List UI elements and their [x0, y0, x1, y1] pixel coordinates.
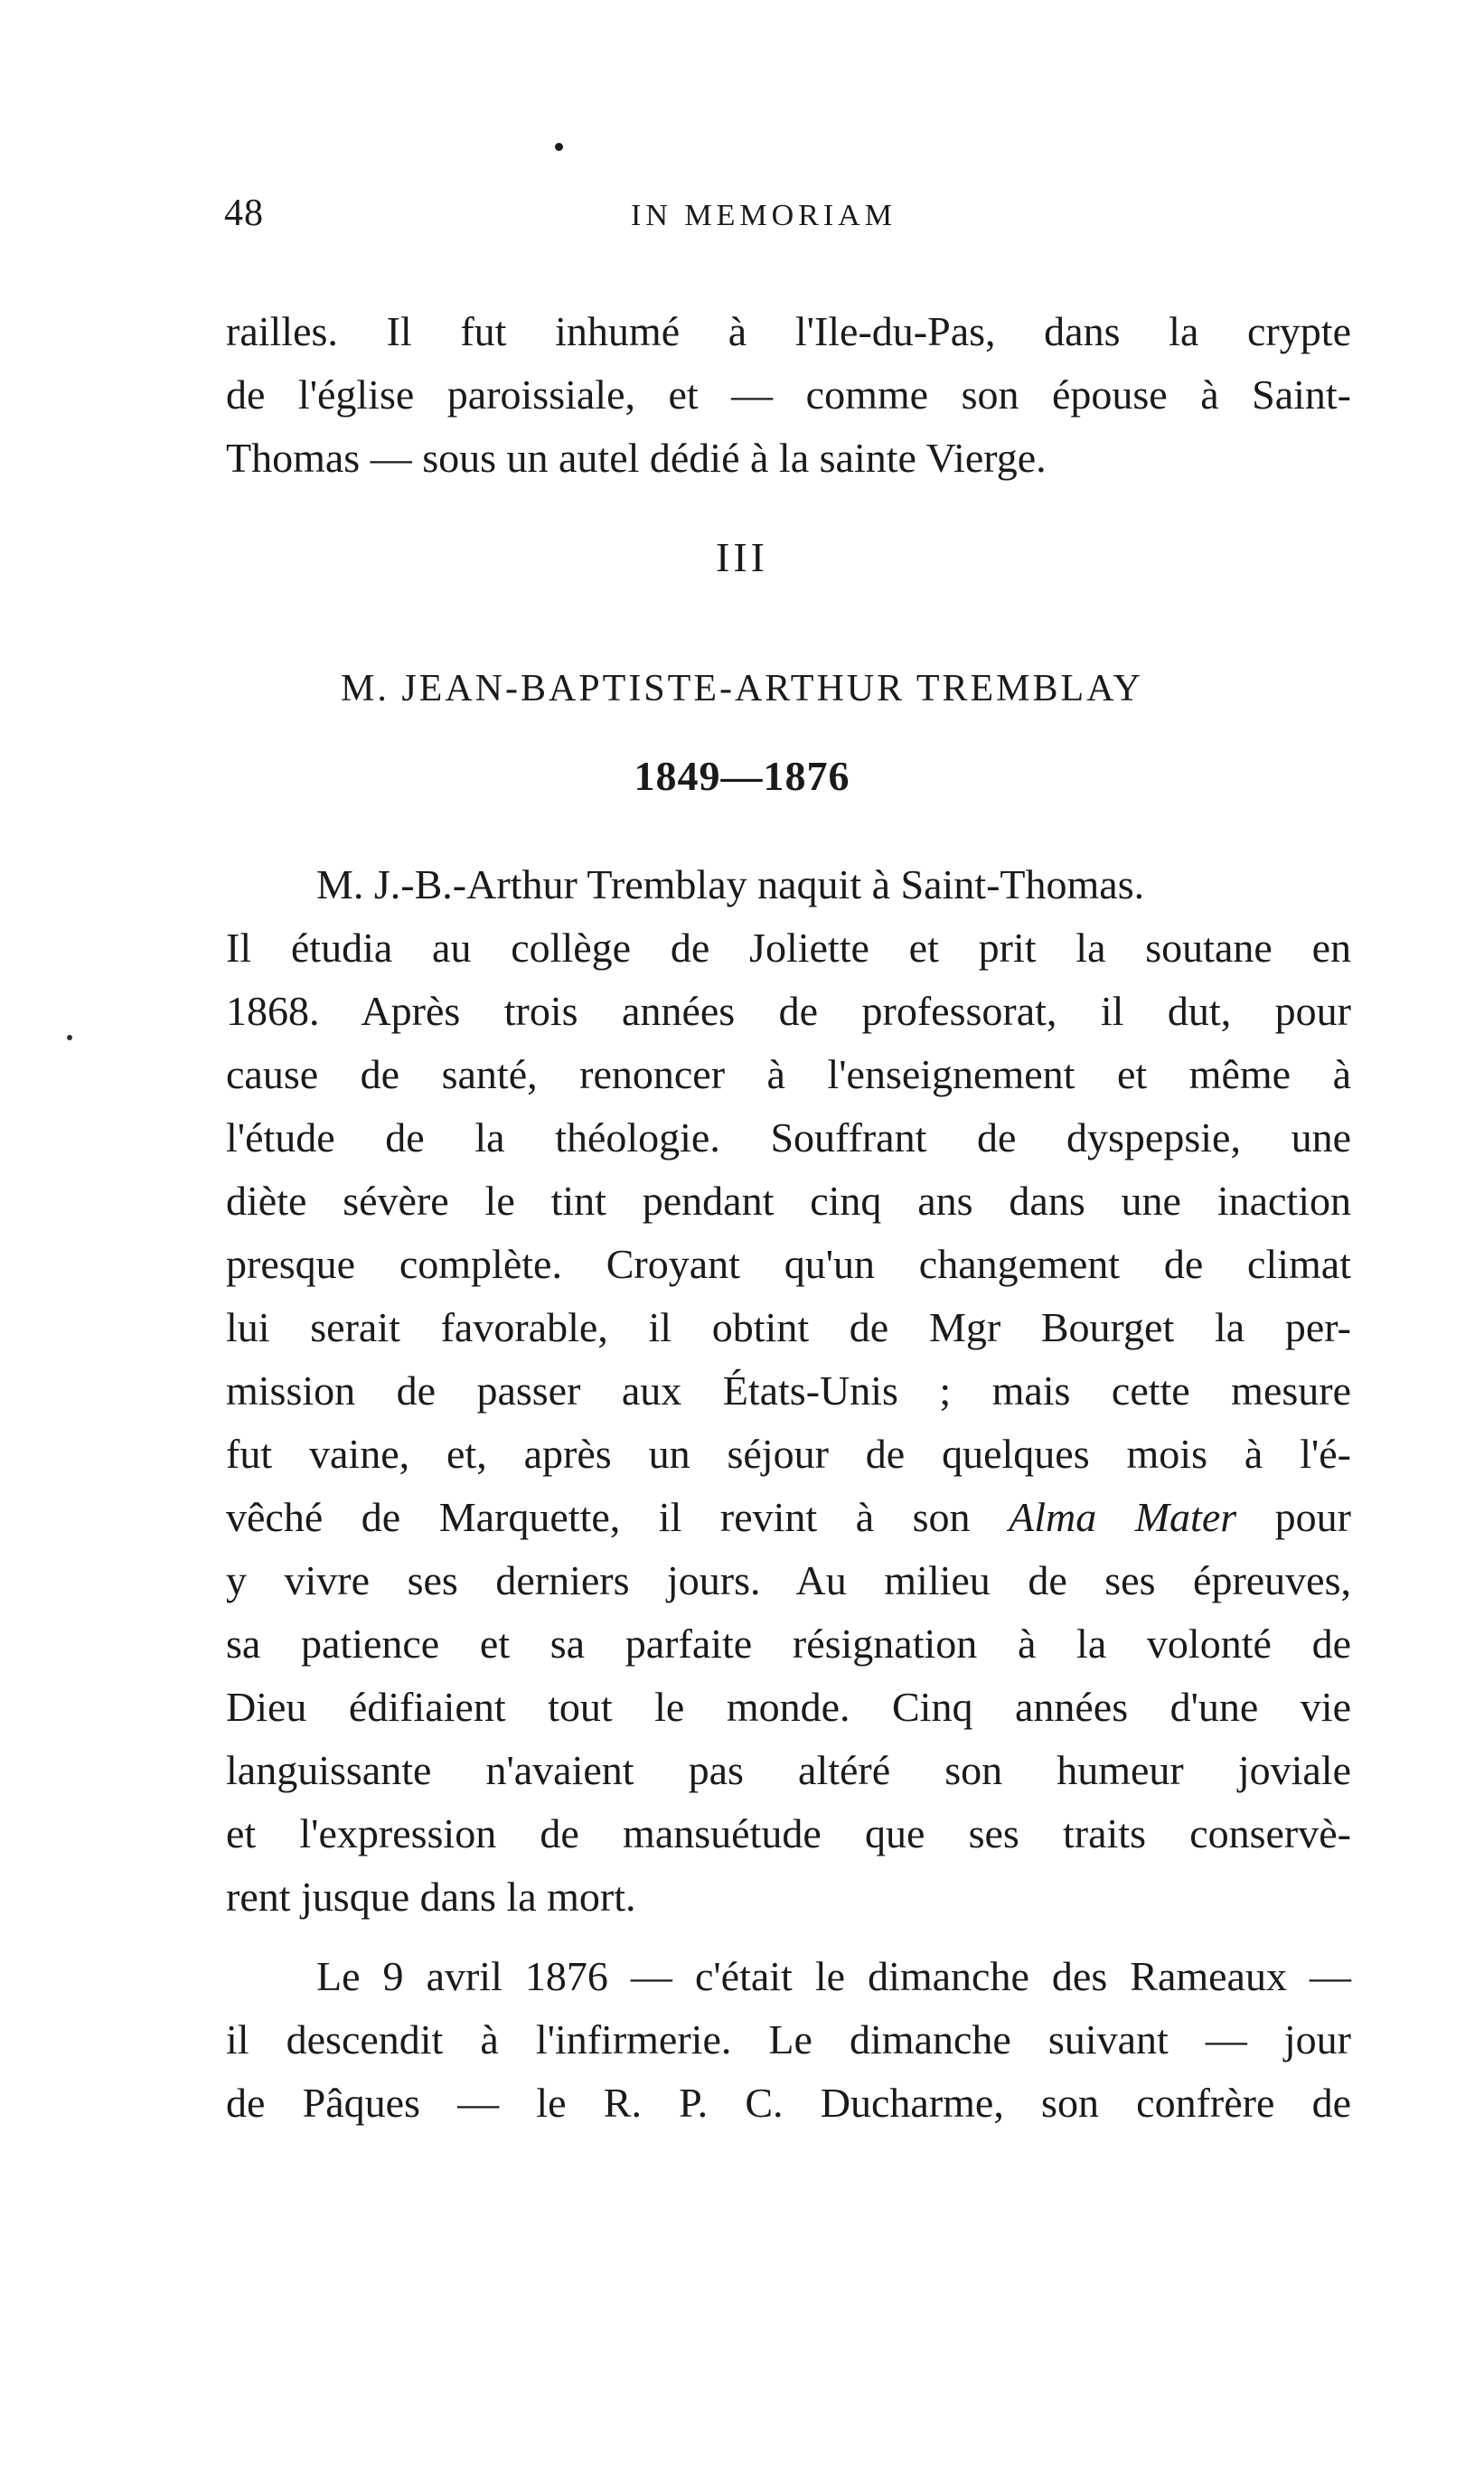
- running-title: IN MEMORIAM: [631, 199, 897, 232]
- printer-mark: [555, 143, 563, 151]
- text-line: railles. Il fut inhumé à l'Ile-du-Pas, dans la crypte: [226, 308, 1351, 354]
- paragraph-line: [226, 1493, 1351, 1541]
- paragraph-line: presque complète. Croyant qu'un changement de climat: [226, 1241, 1351, 1287]
- paragraph-line: de Pâques — le R. P. C. Ducharme, son confrère de: [226, 2080, 1351, 2126]
- paragraph-line: et l'expression de mansuétude que ses traits conservè-: [226, 1810, 1351, 1856]
- paragraph-line: M. J.-B.-Arthur Tremblay naquit à Saint-Thomas.: [316, 861, 1145, 907]
- paragraph-line: rent jusque dans la mort.: [226, 1874, 636, 1920]
- line-text: pour: [1236, 1494, 1351, 1540]
- italic-phrase: Alma Mater: [1009, 1494, 1237, 1540]
- paragraph-line: l'étude de la théologie. Souffrant de dyspepsie, une: [226, 1114, 1351, 1160]
- paragraph-line: il descendit à l'infirmerie. Le dimanche suivant — jour: [226, 2016, 1351, 2062]
- paragraph-line: y vivre ses derniers jours. Au milieu de ses épreuves,: [226, 1557, 1351, 1603]
- paragraph-line: sa patience et sa parfaite résignation à la volonté de: [226, 1621, 1351, 1667]
- running-header: [224, 192, 1354, 246]
- section-numeral: III: [716, 534, 768, 580]
- paragraph-line: cause de santé, renoncer à l'enseignement et même à: [226, 1051, 1351, 1097]
- paragraph-line: Il étudia au collège de Joliette et prit la soutane en: [226, 925, 1351, 971]
- paragraph-line: Le 9 avril 1876 — c'était le dimanche des Rameaux —: [316, 1953, 1351, 1999]
- paragraph-line: lui serait favorable, il obtint de Mgr Bourget la per-: [226, 1304, 1351, 1350]
- paragraph-line: 1868. Après trois années de professorat, il dut, pour: [226, 988, 1351, 1034]
- paragraph-line: mission de passer aux États-Unis ; mais cette mesure: [226, 1367, 1351, 1414]
- section-heading: M. JEAN-BAPTISTE-ARTHUR TREMBLAY: [340, 668, 1144, 709]
- page-number: 48: [224, 193, 264, 234]
- margin-speck: [67, 1035, 72, 1040]
- text-line: Thomas — sous un autel dédié à la sainte Vierge.: [226, 435, 1047, 481]
- line-text: vêché de Marquette, il revint à son: [226, 1494, 1010, 1540]
- paragraph-line: languissante n'avaient pas altéré son humeur joviale: [226, 1747, 1351, 1793]
- paragraph-line: fut vaine, et, après un séjour de quelques mois à l'é-: [226, 1431, 1351, 1477]
- paragraph-line: Dieu édifiaient tout le monde. Cinq années d'une vie: [226, 1684, 1351, 1730]
- paragraph-line: diète sévère le tint pendant cinq ans dans une inaction: [226, 1178, 1351, 1224]
- section-dates: 1849—1876: [634, 753, 850, 799]
- text-line: de l'église paroissiale, et — comme son épouse à Saint-: [226, 371, 1351, 418]
